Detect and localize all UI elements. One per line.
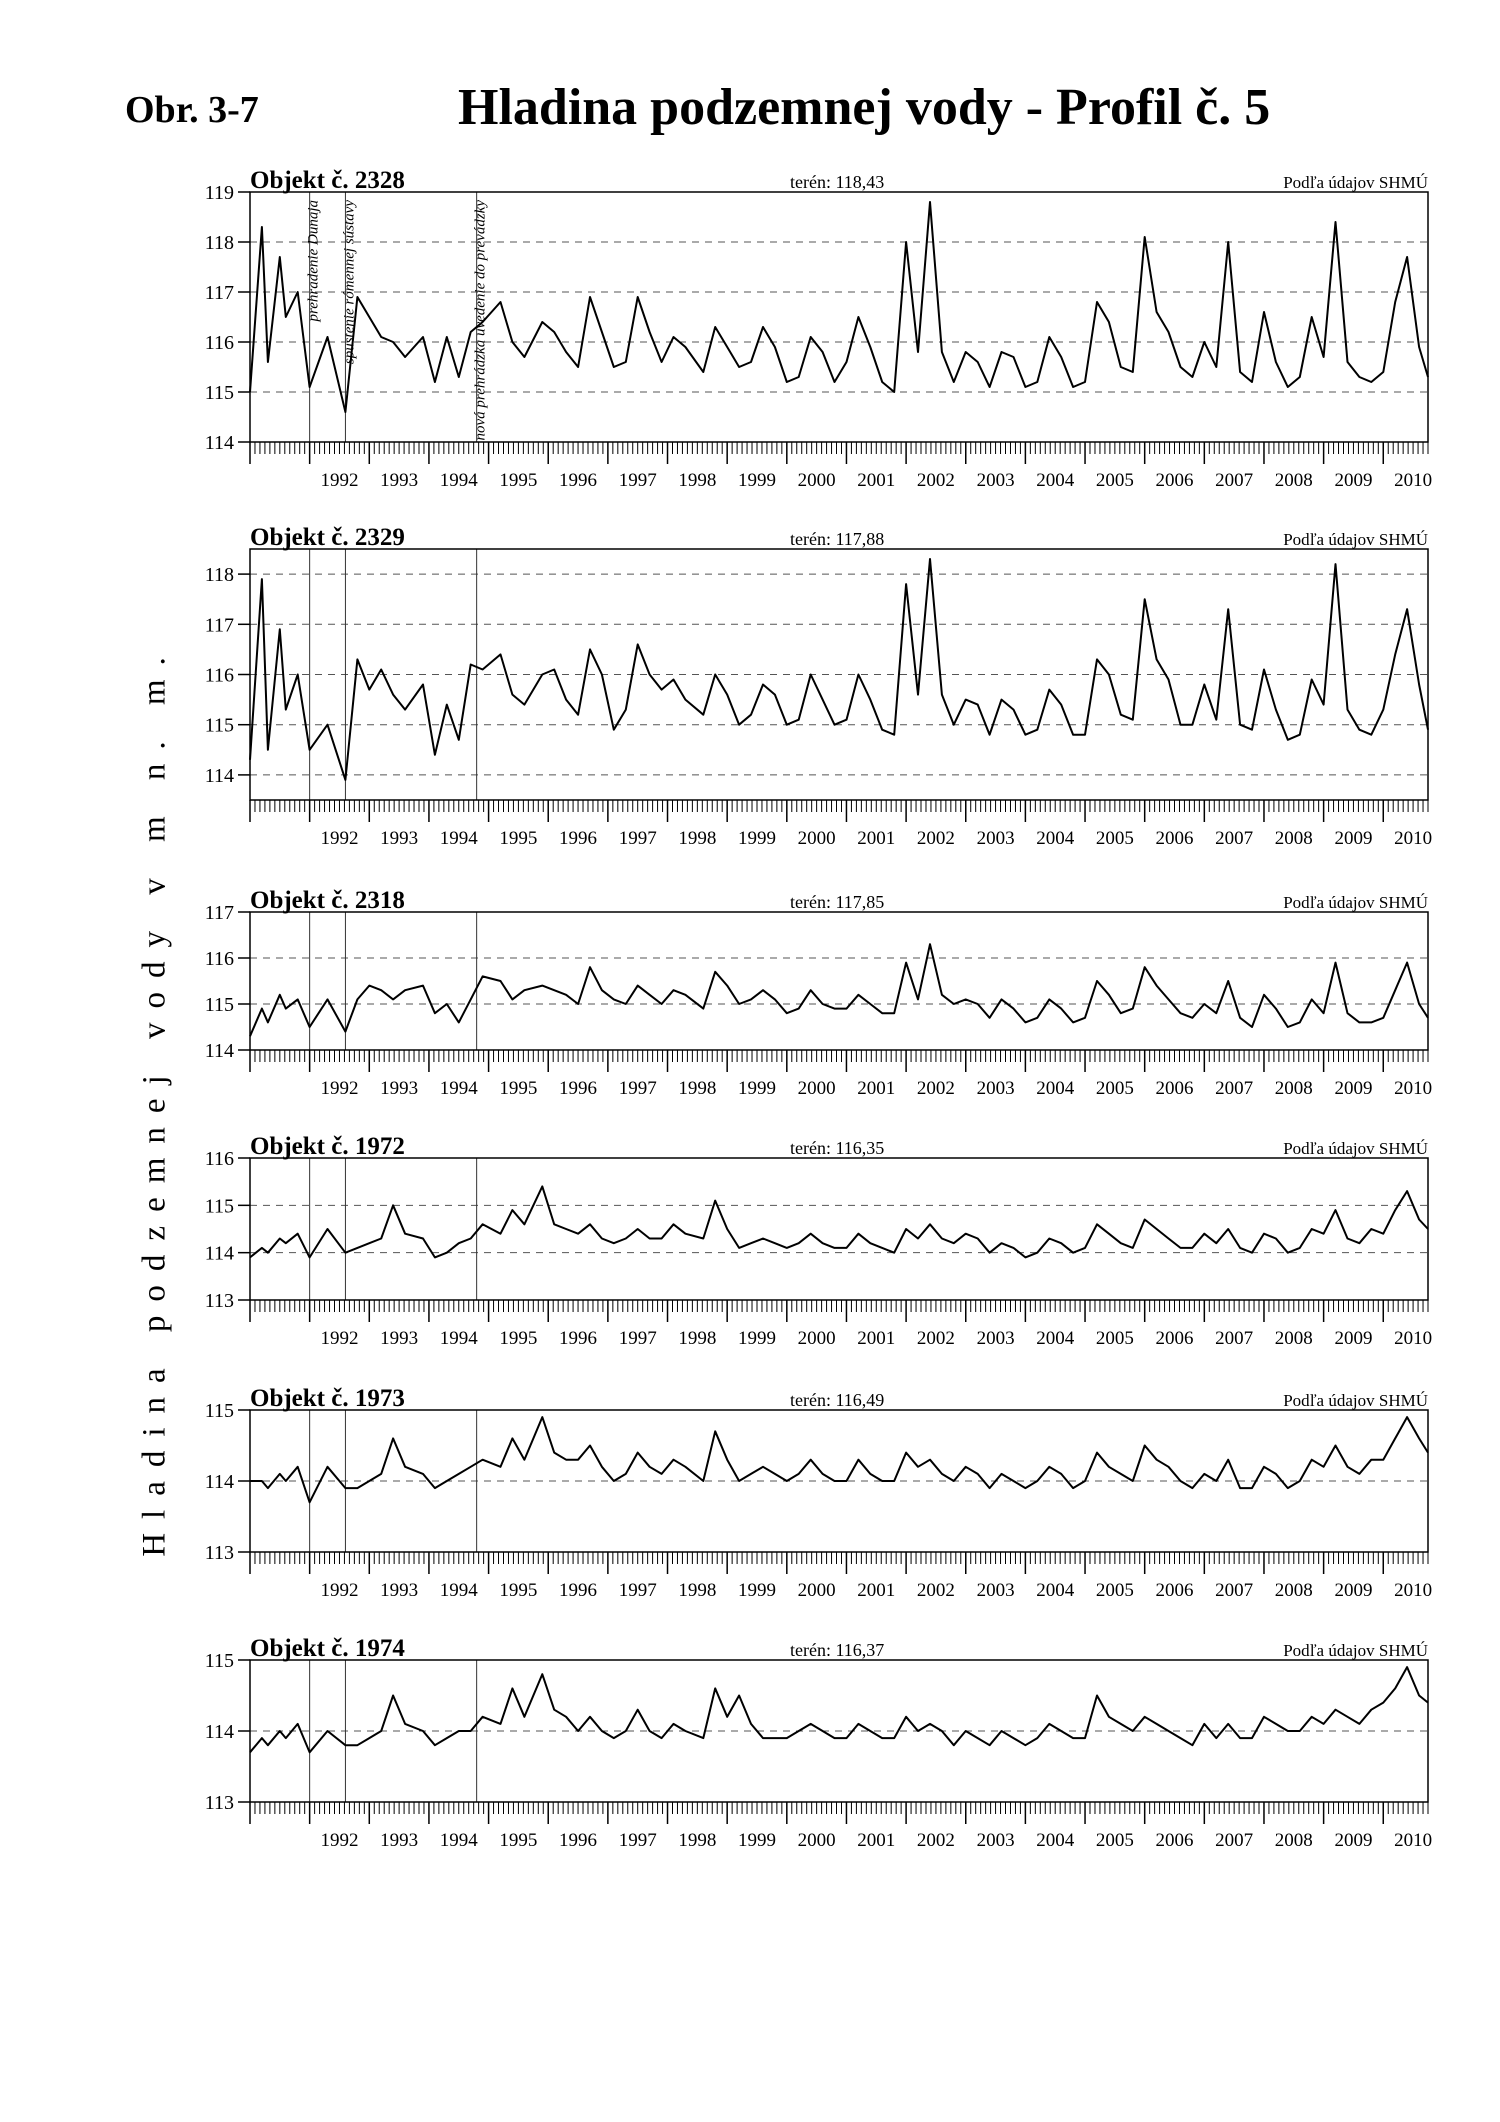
x-tick-label: 2006 xyxy=(1155,1078,1194,1099)
x-tick-label: 2008 xyxy=(1274,828,1313,849)
y-tick-label: 117 xyxy=(204,614,234,637)
x-tick-label: 1998 xyxy=(678,470,717,491)
x-tick-label: 1999 xyxy=(737,1580,776,1601)
x-tick-label: 2010 xyxy=(1394,1580,1433,1601)
event-label: prehradenie Dunaja xyxy=(305,200,322,322)
event-label: nová prehrádzka uvedenie do prevádzky xyxy=(472,200,489,441)
chart-panel-3 xyxy=(205,887,1432,1099)
terrain-label: terén: 116,49 xyxy=(790,1390,885,1410)
x-tick-label: 2001 xyxy=(857,1830,896,1851)
source-label: Podľa údajov SHMÚ xyxy=(1283,1139,1428,1158)
y-tick-label: 116 xyxy=(204,664,234,687)
x-tick-label: 2004 xyxy=(1036,1328,1075,1349)
y-tick-label: 113 xyxy=(204,1290,234,1312)
y-tick-label: 114 xyxy=(204,764,234,787)
x-tick-label: 1999 xyxy=(737,1830,776,1851)
x-tick-label: 2001 xyxy=(857,1328,896,1349)
y-tick-label: 115 xyxy=(204,1400,234,1422)
x-tick-label: 2003 xyxy=(976,1580,1015,1601)
x-tick-label: 2006 xyxy=(1155,1580,1194,1601)
x-tick-label: 1994 xyxy=(439,1078,478,1099)
x-tick-label: 2001 xyxy=(857,828,896,849)
y-tick-label: 115 xyxy=(204,994,234,1016)
x-tick-label: 2005 xyxy=(1095,1580,1134,1601)
x-tick-label: 2007 xyxy=(1215,828,1254,849)
x-tick-label: 2004 xyxy=(1036,1078,1075,1099)
chart-title: Objekt č. 2328 xyxy=(250,167,405,194)
x-tick-label: 1999 xyxy=(737,470,776,491)
plot-frame xyxy=(250,192,1428,442)
x-tick-label: 1998 xyxy=(678,1078,717,1099)
series-line xyxy=(250,1667,1428,1752)
x-tick-label: 1993 xyxy=(380,470,419,491)
x-tick-label: 2003 xyxy=(976,828,1015,849)
x-tick-label: 1996 xyxy=(559,1328,598,1349)
x-tick-label: 1998 xyxy=(678,1830,717,1851)
series-line xyxy=(250,1186,1428,1257)
y-tick-label: 114 xyxy=(204,1471,234,1493)
x-tick-label: 2004 xyxy=(1036,1830,1075,1851)
y-tick-label: 113 xyxy=(204,1542,234,1564)
x-tick-label: 2007 xyxy=(1215,470,1254,491)
x-tick-label: 2006 xyxy=(1155,1328,1194,1349)
x-tick-label: 2009 xyxy=(1334,1830,1373,1851)
x-tick-label: 2010 xyxy=(1394,828,1433,849)
x-tick-label: 1999 xyxy=(737,1078,776,1099)
source-label: Podľa údajov SHMÚ xyxy=(1283,893,1428,912)
y-axis-label: Hladina podzemnej vody v m n. m. xyxy=(136,643,173,1557)
source-label: Podľa údajov SHMÚ xyxy=(1283,1641,1428,1660)
x-tick-label: 2005 xyxy=(1095,1078,1134,1099)
figure-id: Obr. 3-7 xyxy=(125,89,259,131)
x-tick-label: 1992 xyxy=(320,470,359,491)
x-tick-label: 2001 xyxy=(857,1078,896,1099)
plot-frame xyxy=(250,912,1428,1050)
x-tick-label: 2006 xyxy=(1155,470,1194,491)
x-tick-label: 1995 xyxy=(499,1580,538,1601)
x-tick-label: 2004 xyxy=(1036,1580,1075,1601)
x-tick-label: 1997 xyxy=(618,1328,657,1349)
x-tick-label: 1999 xyxy=(737,1328,776,1349)
chart-title: Objekt č. 1972 xyxy=(250,1133,405,1160)
x-tick-label: 1993 xyxy=(380,1580,419,1601)
series-line xyxy=(250,202,1428,412)
y-tick-label: 114 xyxy=(204,1721,234,1743)
source-label: Podľa údajov SHMÚ xyxy=(1283,173,1428,192)
x-tick-label: 2000 xyxy=(797,1078,836,1099)
y-tick-label: 116 xyxy=(204,1148,234,1170)
x-tick-label: 2001 xyxy=(857,470,896,491)
x-tick-label: 2007 xyxy=(1215,1580,1254,1601)
x-tick-label: 1998 xyxy=(678,1328,717,1349)
x-tick-label: 2010 xyxy=(1394,1830,1433,1851)
y-tick-label: 118 xyxy=(204,232,234,254)
x-tick-label: 1997 xyxy=(618,1078,657,1099)
chart-title: Objekt č. 1973 xyxy=(250,1385,405,1412)
chart-title: Objekt č. 1974 xyxy=(250,1635,405,1662)
x-tick-label: 2003 xyxy=(976,1078,1015,1099)
x-tick-label: 1994 xyxy=(439,470,478,491)
y-tick-label: 114 xyxy=(204,432,234,454)
x-tick-label: 2005 xyxy=(1095,470,1134,491)
chart-panel-2 xyxy=(205,524,1432,849)
x-tick-label: 1998 xyxy=(678,828,717,849)
x-tick-label: 2000 xyxy=(797,1830,836,1851)
y-tick-label: 115 xyxy=(204,382,234,404)
x-tick-label: 2009 xyxy=(1334,1580,1373,1601)
x-tick-label: 2010 xyxy=(1394,470,1433,491)
x-tick-label: 1992 xyxy=(320,828,359,849)
x-tick-label: 1995 xyxy=(499,1078,538,1099)
x-tick-label: 1994 xyxy=(439,1580,478,1601)
x-tick-label: 1994 xyxy=(439,1830,478,1851)
y-tick-label: 114 xyxy=(204,1040,234,1062)
x-tick-label: 2005 xyxy=(1095,828,1134,849)
y-tick-label: 114 xyxy=(204,1242,234,1265)
x-tick-label: 2002 xyxy=(916,1078,955,1099)
x-tick-label: 2002 xyxy=(916,1580,955,1601)
terrain-label: terén: 118,43 xyxy=(790,172,885,192)
x-tick-label: 2003 xyxy=(976,470,1015,491)
x-tick-label: 2002 xyxy=(916,470,955,491)
series-line xyxy=(250,1417,1428,1502)
x-tick-label: 1996 xyxy=(559,470,598,491)
x-tick-label: 1995 xyxy=(499,470,538,491)
x-tick-label: 1992 xyxy=(320,1328,359,1349)
x-tick-label: 2008 xyxy=(1274,1328,1313,1349)
x-tick-label: 2006 xyxy=(1155,828,1194,849)
x-tick-label: 2005 xyxy=(1095,1830,1134,1851)
terrain-label: terén: 116,35 xyxy=(790,1138,885,1158)
chart-title: Objekt č. 2318 xyxy=(250,887,405,914)
x-tick-label: 2005 xyxy=(1095,1328,1134,1349)
y-tick-label: 115 xyxy=(204,1195,234,1218)
x-tick-label: 1993 xyxy=(380,1830,419,1851)
x-tick-label: 1992 xyxy=(320,1078,359,1099)
x-tick-label: 2010 xyxy=(1394,1328,1433,1349)
y-tick-label: 116 xyxy=(204,948,234,970)
x-tick-label: 1998 xyxy=(678,1580,717,1601)
plot-frame xyxy=(250,1158,1428,1300)
chart-panel-6 xyxy=(205,1635,1432,1851)
x-tick-label: 2009 xyxy=(1334,1328,1373,1349)
x-tick-label: 2010 xyxy=(1394,1078,1433,1099)
x-tick-label: 2004 xyxy=(1036,470,1075,491)
x-tick-label: 2007 xyxy=(1215,1328,1254,1349)
x-tick-label: 2009 xyxy=(1334,828,1373,849)
x-tick-label: 2008 xyxy=(1274,1580,1313,1601)
x-tick-label: 1994 xyxy=(439,1328,478,1349)
x-tick-label: 1995 xyxy=(499,828,538,849)
series-line xyxy=(250,559,1428,780)
y-tick-label: 117 xyxy=(204,902,234,924)
page-title: Hladina podzemnej vody - Profil č. 5 xyxy=(458,79,1271,136)
terrain-label: terén: 117,88 xyxy=(790,529,885,549)
x-tick-label: 1993 xyxy=(380,828,419,849)
y-tick-label: 118 xyxy=(204,564,234,587)
x-tick-label: 1992 xyxy=(320,1580,359,1601)
x-tick-label: 2002 xyxy=(916,1328,955,1349)
x-tick-label: 1995 xyxy=(499,1830,538,1851)
chart-panel-4 xyxy=(205,1133,1432,1349)
terrain-label: terén: 116,37 xyxy=(790,1640,885,1660)
x-tick-label: 2009 xyxy=(1334,1078,1373,1099)
y-tick-label: 115 xyxy=(204,1650,234,1672)
x-tick-label: 2000 xyxy=(797,828,836,849)
y-tick-label: 119 xyxy=(204,182,234,204)
x-tick-label: 1999 xyxy=(737,828,776,849)
x-tick-label: 1997 xyxy=(618,1830,657,1851)
terrain-label: terén: 117,85 xyxy=(790,892,885,912)
source-label: Podľa údajov SHMÚ xyxy=(1283,530,1428,549)
x-tick-label: 1996 xyxy=(559,1580,598,1601)
x-tick-label: 1997 xyxy=(618,828,657,849)
x-tick-label: 2002 xyxy=(916,828,955,849)
x-tick-label: 2000 xyxy=(797,1580,836,1601)
chart-title: Objekt č. 2329 xyxy=(250,524,405,551)
y-tick-label: 117 xyxy=(204,282,234,304)
x-tick-label: 2001 xyxy=(857,1580,896,1601)
y-tick-label: 115 xyxy=(204,714,234,737)
x-tick-label: 1996 xyxy=(559,1078,598,1099)
x-tick-label: 1997 xyxy=(618,470,657,491)
x-tick-label: 2008 xyxy=(1274,1078,1313,1099)
x-tick-label: 1996 xyxy=(559,828,598,849)
chart-panel-1 xyxy=(205,167,1432,491)
source-label: Podľa údajov SHMÚ xyxy=(1283,1391,1428,1410)
x-tick-label: 2003 xyxy=(976,1328,1015,1349)
y-tick-label: 116 xyxy=(204,332,234,354)
x-tick-label: 1997 xyxy=(618,1580,657,1601)
x-tick-label: 2009 xyxy=(1334,470,1373,491)
x-tick-label: 2008 xyxy=(1274,1830,1313,1851)
x-tick-label: 1992 xyxy=(320,1830,359,1851)
x-tick-label: 2007 xyxy=(1215,1830,1254,1851)
x-tick-label: 2007 xyxy=(1215,1078,1254,1099)
x-tick-label: 1993 xyxy=(380,1078,419,1099)
x-tick-label: 2000 xyxy=(797,1328,836,1349)
x-tick-label: 2000 xyxy=(797,470,836,491)
x-tick-label: 1995 xyxy=(499,1328,538,1349)
x-tick-label: 2004 xyxy=(1036,828,1075,849)
x-tick-label: 2008 xyxy=(1274,470,1313,491)
event-label: spustenie rómennej sústavy xyxy=(341,200,358,365)
chart-panel-5 xyxy=(205,1385,1432,1601)
x-tick-label: 2003 xyxy=(976,1830,1015,1851)
x-tick-label: 1996 xyxy=(559,1830,598,1851)
x-tick-label: 2002 xyxy=(916,1830,955,1851)
y-tick-label: 113 xyxy=(204,1792,234,1814)
x-tick-label: 2006 xyxy=(1155,1830,1194,1851)
x-tick-label: 1994 xyxy=(439,828,478,849)
x-tick-label: 1993 xyxy=(380,1328,419,1349)
